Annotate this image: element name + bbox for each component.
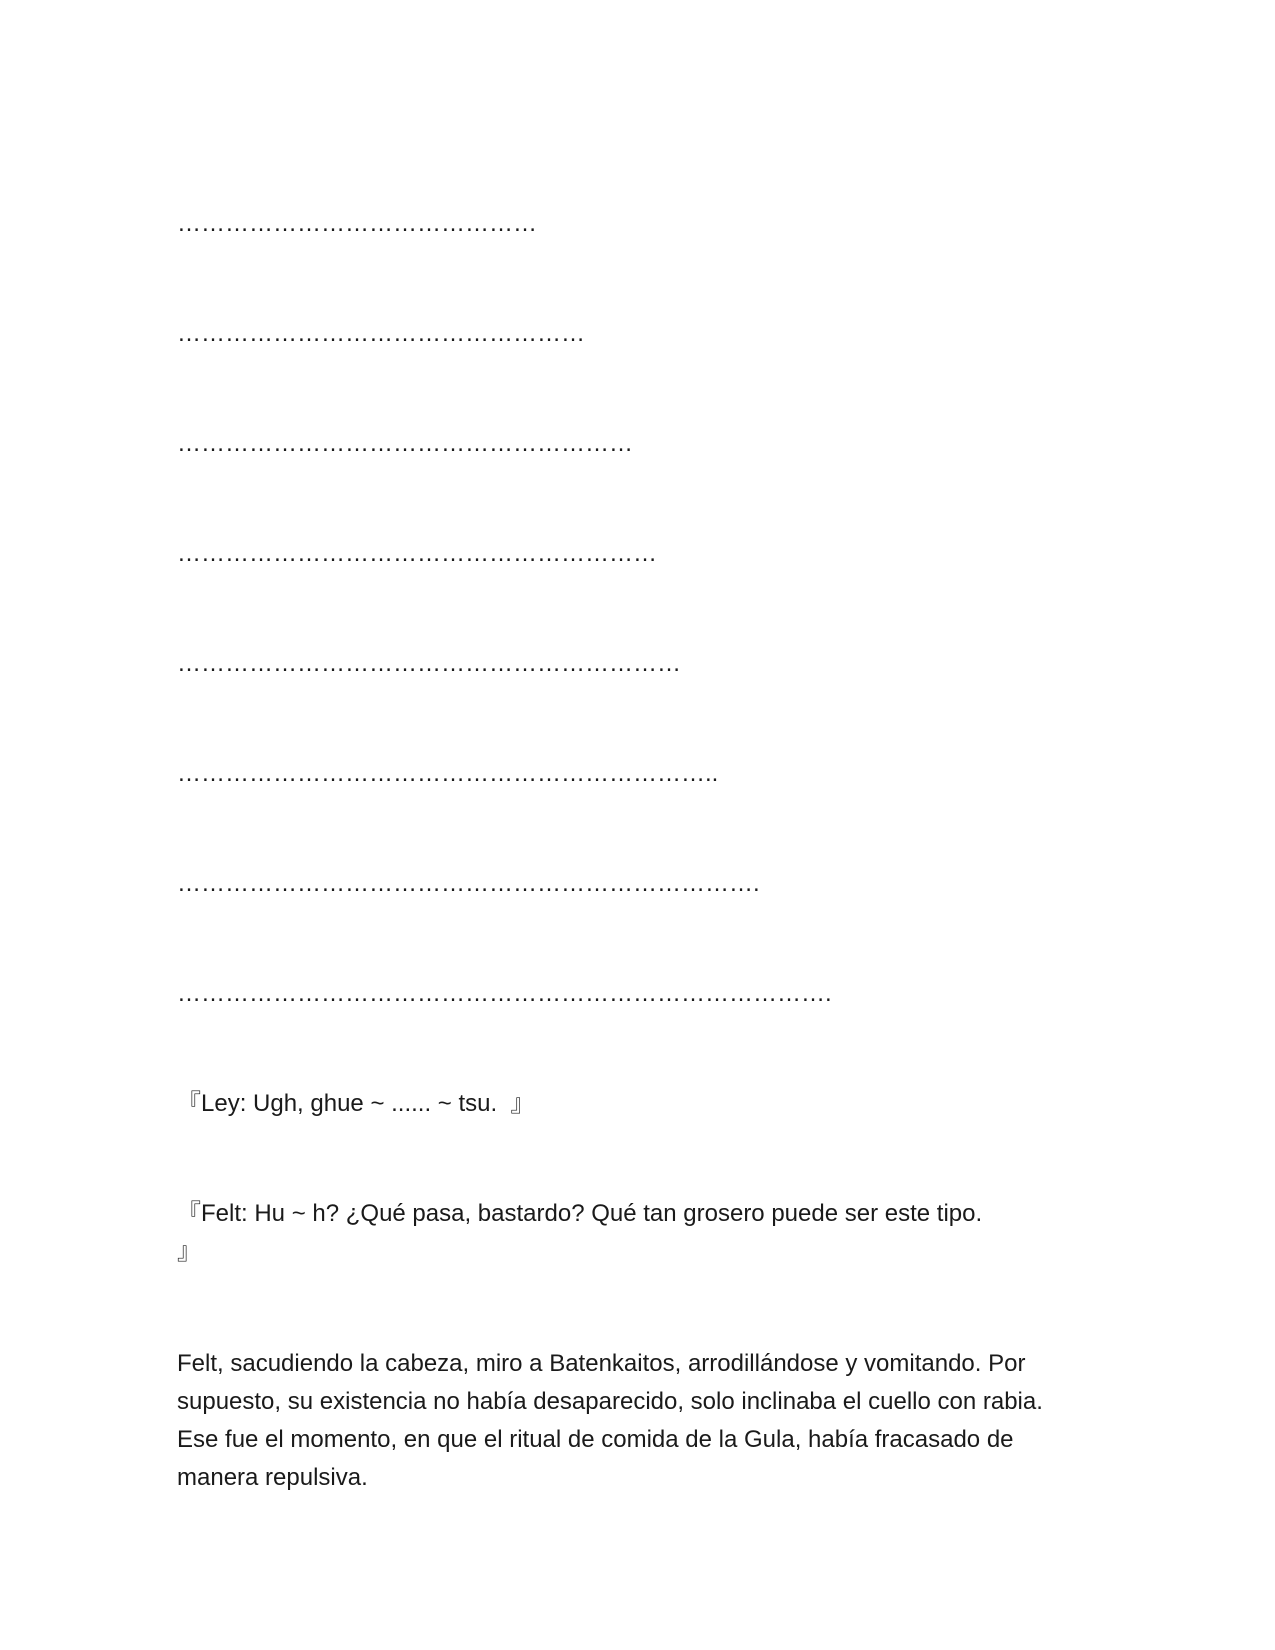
ellipsis-line: ………………………………………………………………………. [177,980,832,1007]
dialogue-felt: 『Felt: Hu ~ h? ¿Qué pasa, bastardo? Qué tan grosero puede ser este tipo. 』 [177,1200,983,1265]
ellipsis-line: …………………………………………………… [177,540,657,567]
ellipsis-line: ………………………………………………………………. [177,870,760,897]
ellipsis-line: ………………………………………………… [177,430,633,457]
narration-paragraph: Felt, sacudiendo la cabeza, miro a Batenkaitos, arrodillándose y vomitando. Por supuesto, su existencia no había desaparecido, solo inclinaba el cuello con rabia. Ese fue el momento, en que el ritual de comida de la Gula, había fracasado de manera repulsiva. [177,1350,1050,1491]
ellipsis-line: ………………………………………………………….. [177,760,719,787]
dialogue-ley: 『Ley: Ugh, ghue ~ ...... ~ tsu. 』 [177,1090,535,1117]
ellipsis-line: ……………………………………………………… [177,650,681,677]
ellipsis-line: ……………………………………… [177,210,537,237]
ellipsis-line: …………………………………………… [177,320,585,347]
